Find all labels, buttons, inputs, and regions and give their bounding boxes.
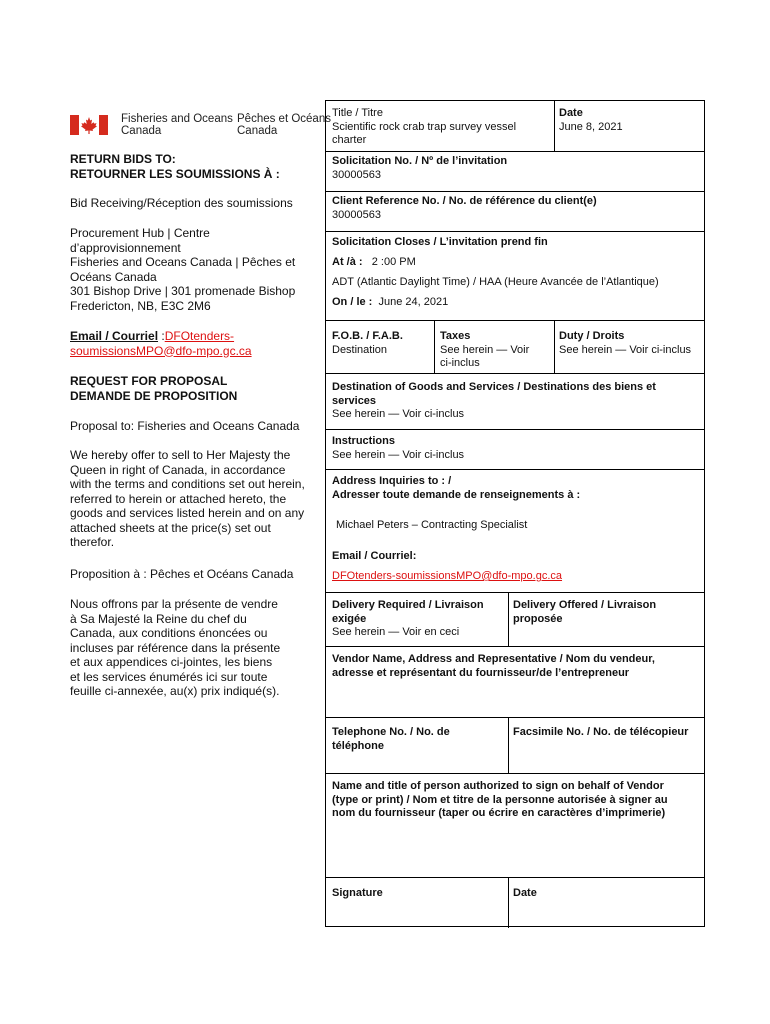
row-divider [326,773,704,774]
delivery-required-label: Delivery Required / Livraison [332,599,484,611]
offer-line: et les services énumérés ici sur toute [70,669,268,684]
dept-fr-line: Pêches et Océans [237,113,331,125]
offer-line: Canada, aux conditions énoncées ou [70,626,268,640]
instructions-value: See herein — Voir ci-inclus [332,448,465,461]
offer-line: Queen in right of Canada, in accordance [70,462,286,477]
title-label: Title / Titre [332,107,383,119]
delivery-offered-label: proposée [513,612,563,625]
email-link[interactable]: DFOtenders- [164,329,235,343]
email-link[interactable]: soumissionsMPO@dfo-mpo.gc.ca [70,343,252,358]
offer-line: à Sa Majesté la Reine du chef du [70,611,247,626]
delivery-offered-label: Delivery Offered / Livraison [513,599,657,611]
duty-label: Duty / Droits [559,330,625,342]
taxes-label: Taxes [440,330,471,342]
government-of-canada-signature [70,113,340,141]
timezone-text: ADT (Atlantic Daylight Time) / HAA (Heure Avancée de l’Atlantique) [332,276,659,288]
telephone-label: téléphone [332,739,384,752]
on-label: On / le : [332,295,373,308]
date-label: Date [559,107,583,119]
client-reference-cell [332,195,597,222]
col-divider [508,877,509,928]
authorized-label: nom du fournisseur (taper ou écrire en caractères d’imprimerie) [332,807,666,819]
destination-label: Destination of Goods and Services / Destinations des biens et [332,381,656,393]
client-ref-value: 30000563 [332,208,381,221]
row-divider [326,231,704,232]
col-divider [554,101,555,151]
proposal-to: Proposal to: Fisheries and Oceans Canada [70,419,300,433]
return-bids-fr: RETOURNER LES SOUMISSIONS À : [70,166,280,181]
fob-value: Destination [332,343,388,356]
row-divider [326,191,704,192]
row-divider [326,320,704,321]
signature-date-label: Date [513,887,537,899]
contact-name: Michael Peters – Contracting Specialist [336,519,528,531]
row-divider [326,151,704,152]
duty-value: See herein — Voir ci-inclus [559,343,692,356]
date-value: June 8, 2021 [559,120,623,133]
delivery-required-value: See herein — Voir en ceci [332,626,460,638]
return-bids-heading [70,152,318,181]
col-divider [508,592,509,646]
row-divider [326,429,704,430]
duty-cell [559,330,704,357]
title-cell [332,107,550,148]
signature-label: Signature [332,887,383,899]
fob-label: F.O.B. / F.A.B. [332,330,403,342]
row-divider [326,592,704,593]
offer-line: therefor. [70,535,115,549]
vendor-cell[interactable] [332,653,655,680]
canada-flag-icon [70,115,108,135]
address-line: Fredericton, NB, E3C 2M6 [70,298,211,313]
solicitation-value: 30000563 [332,168,381,181]
department-name-en [121,113,233,137]
delivery-required-label: exigée [332,612,367,625]
title-value: Scientific rock crab trap survey vessel [332,120,517,133]
offer-line: incluses par référence dans la présente [70,640,281,655]
offer-line: et aux appendices ci-jointes, les biens [70,655,273,669]
offer-text-en [70,448,318,550]
telephone-cell[interactable] [332,726,504,753]
fob-cell [332,330,432,357]
destination-value: See herein — Voir ci-inclus [332,408,465,420]
offer-line: goods and services listed herein and on any [70,506,305,520]
address-line: Procurement Hub | Centre [70,226,210,240]
proposition-text: Proposition à : Pêches et Océans Canada [70,567,294,581]
offer-line: referred to herein or attached hereto, the [70,491,287,506]
email-colon: : [158,329,165,343]
email-label: Email / Courriel [70,329,159,343]
department-name-fr [237,113,331,137]
inquiries-label: Address Inquiries to : / [332,475,452,487]
address-line: d’approvisionnement [70,240,181,255]
destination-label: services [332,394,377,407]
telephone-label: Telephone No. / No. de [332,726,450,738]
procurement-address [70,226,318,313]
on-value: June 24, 2021 [378,295,449,308]
rfp-title-fr: DEMANDE DE PROPOSITION [70,388,238,403]
inquiries-label: Adresser toute demande de renseignements à : [332,488,581,501]
solicitation-label: Solicitation No. / Nº de l’invitation [332,155,508,167]
vendor-label: adresse et représentant du fournisseur/de l’entrepreneur [332,666,630,679]
offer-line: Nous offrons par la présente de vendre [70,597,278,611]
rfp-heading [70,374,318,403]
taxes-cell [440,330,552,371]
closes-label: Solicitation Closes / L’invitation prend fin [332,236,548,248]
taxes-value: ci-inclus [440,357,480,369]
offer-line: We hereby offer to sell to Her Majesty the [70,448,291,462]
authorized-label: (type or print) / Nom et titre de la personne autorisée à signer au [332,793,668,806]
inquiries-cell [332,475,580,584]
solicitation-number-cell [332,155,507,182]
destination-cell [332,381,656,422]
date-cell [559,107,623,134]
delivery-required-cell [332,599,504,640]
rfp-title-en: REQUEST FOR PROPOSAL [70,374,228,388]
taxes-value: See herein — Voir [440,343,530,356]
col-divider [554,320,555,373]
bid-receiving-text: Bid Receiving/Réception des soumissions [70,196,293,210]
offer-line: feuille ci-annexée, au(x) prix indiqué(s). [70,684,280,698]
dept-fr-line: Canada [237,125,278,137]
email-label: Email / Courriel: [332,549,417,562]
col-divider [508,717,509,773]
offer-line: attached sheets at the price(s) set out [70,520,271,535]
authorized-person-cell[interactable] [332,780,668,821]
row-divider [326,469,704,470]
row-divider [326,646,704,647]
row-divider [326,717,704,718]
solicitation-closes-cell [332,236,659,309]
facsimile-label: Facsimile No. / No. de télécopieur [513,726,689,738]
delivery-offered-cell[interactable] [513,599,701,626]
vendor-label: Vendor Name, Address and Representative / Nom du vendeur, [332,653,655,665]
return-bids-en: RETURN BIDS TO: [70,152,176,166]
authorized-label: Name and title of person authorized to sign on behalf of Vendor [332,780,664,792]
signature-date-cell[interactable] [513,887,537,901]
dept-en-line: Fisheries and Oceans [121,113,233,125]
at-value: 2 :00 PM [371,255,416,268]
offer-line: with the terms and conditions set out herein, [70,477,305,491]
client-ref-label: Client Reference No. / No. de référence du client(e) [332,195,597,207]
offer-text-fr [70,597,318,699]
signature-cell[interactable] [332,887,383,901]
col-divider [434,320,435,373]
facsimile-cell[interactable] [513,726,703,740]
row-divider [326,373,704,374]
title-value: charter [332,134,367,146]
left-email [70,329,318,358]
address-line: Océans Canada [70,269,157,284]
instructions-label: Instructions [332,435,395,447]
address-line: Fisheries and Oceans Canada | Pêches et [70,255,296,269]
row-divider [326,877,704,878]
address-line: 301 Bishop Drive | 301 promenade Bishop [70,284,296,298]
contact-email-link[interactable]: DFOtenders-soumissionsMPO@dfo-mpo.gc.ca [332,570,563,582]
dept-en-line: Canada [121,125,162,137]
solicitation-form [325,100,705,927]
instructions-cell [332,435,464,462]
at-label: At /à : [332,255,363,268]
